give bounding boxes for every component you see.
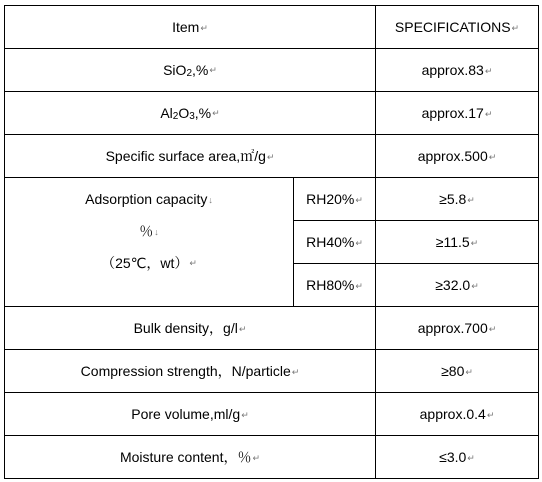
row-label-bulk-density: Bulk density，g/l↵ xyxy=(5,307,376,350)
table-row xyxy=(5,307,539,350)
rh-label-80: RH80%↵ xyxy=(294,264,376,307)
row-label-sio2: SiO$_2$,%↵ xyxy=(5,49,376,92)
row-value-surface-area: approx.500↵ xyxy=(376,135,539,178)
rh-value-20: ≥5.8↵ xyxy=(376,178,539,221)
header-item: Item↵ xyxy=(5,6,376,49)
row-value-bulk-density: approx.700↵ xyxy=(376,307,539,350)
header-specifications: SPECIFICATIONS↵ xyxy=(376,6,539,49)
table-row xyxy=(5,135,539,178)
table-row xyxy=(5,350,539,393)
rh-label-20: RH20%↵ xyxy=(294,178,376,221)
rh-value-40: ≥11.5↵ xyxy=(376,221,539,264)
rh-label-40: RH40%↵ xyxy=(294,221,376,264)
row-value-compression: ≥80↵ xyxy=(376,350,539,393)
table-row xyxy=(5,178,539,221)
adsorption-label: Adsorption capacity↓ ％↓ （25℃，wt）↵ xyxy=(5,178,294,307)
row-label-compression: Compression strength，N/particle↵ xyxy=(5,350,376,393)
table-row xyxy=(5,436,539,479)
header-row xyxy=(5,6,539,49)
rh-value-80: ≥32.0↵ xyxy=(376,264,539,307)
row-label-al2o3: $Al_2O_3,\%↵$ xyxy=(5,92,376,135)
table-row xyxy=(5,92,539,135)
row-label-pore-volume: Pore volume,ml/g↵ xyxy=(5,393,376,436)
specifications-table xyxy=(4,5,539,479)
row-label-moisture: Moisture content，％↵ xyxy=(5,436,376,479)
table-row xyxy=(5,393,539,436)
row-label-surface-area: Specific surface area,㎡/g↵ xyxy=(5,135,376,178)
row-value-moisture: ≤3.0↵ xyxy=(376,436,539,479)
row-value-pore-volume: approx.0.4↵ xyxy=(376,393,539,436)
table-row xyxy=(5,49,539,92)
row-value-al2o3: approx.17↵ xyxy=(376,92,539,135)
row-value-sio2: approx.83↵ xyxy=(376,49,539,92)
